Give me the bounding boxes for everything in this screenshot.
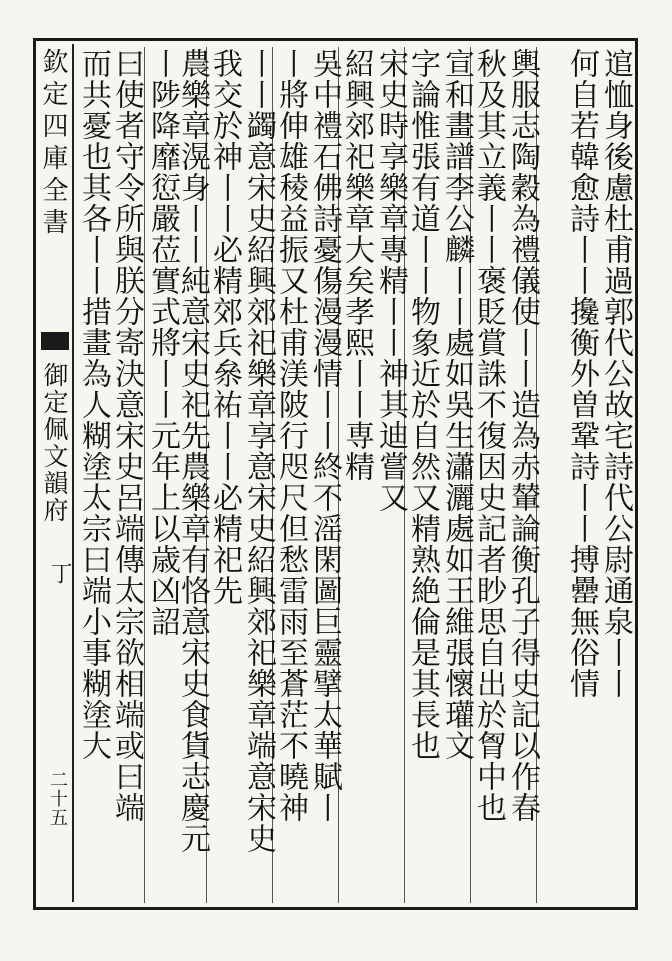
book-title: 欽定四庫全書 [38, 48, 68, 240]
text-column: 農樂章滉身丨丨純意宋史祀先農樂章有恪意宋史食貨志慶元 [175, 48, 210, 854]
text-column: 字論惟張有道丨丨物象近於自然又精熟絶倫是其長也 [405, 48, 440, 761]
text-column: 丨陟降靡愆嚴莅實式將丨丨元年上以歳凶詔 [145, 48, 180, 637]
fish-tail-mark [41, 332, 69, 350]
page-number: 二十五 [47, 770, 68, 827]
text-column: 吳中禮石佛詩憂傷漫漫情丨丨終不滛閑圖巨靈擘太華賦丨 [307, 48, 342, 823]
text-column: 何自若韓愈詩丨丨攙衡外曽鞏詩丨丨搏罍無俗情 [564, 48, 599, 699]
text-column: 紹興郊祀樂章大矣孝熙丨丨専精 [339, 48, 374, 482]
text-column: 宣和畫譜李公麟丨丨處如吳生瀟灑處如王維張懷瓘文 [439, 48, 474, 761]
text-column: 丨將伸雄稜益振又杜甫渼陂行咫尺但愁雷雨至蒼茫不曉神 [273, 48, 308, 823]
text-column: 丨丨蠲意宋史紹興郊祀樂章享意宋史紹興郊祀樂章端意宋史 [241, 48, 276, 854]
text-column: 輿服志陶穀為禮儀使丨丨造為赤輦論衡孔子得史記以作春 [505, 48, 540, 823]
text-column: 秋及其立義丨丨褒貶賞誅不復因史記者眇思自出於胷中也 [471, 48, 506, 823]
text-column: 逭恤身後慮杜甫過郭代公故宅詩代公尉通泉丨丨 [598, 48, 633, 699]
text-column: 而共憂也其各丨丨措畫為人糊塗太宗曰端小事糊塗大 [76, 48, 111, 761]
text-column: 宋史時享樂章專精丨丨神其迪嘗又 [373, 48, 408, 513]
text-column: 我交於神丨丨必精郊兵㕘祐丨丨必精祀先 [207, 48, 242, 606]
leaf-mark: 丁 [47, 562, 72, 584]
page-margin [38, 44, 74, 902]
text-column: 曰使者守令所與朕分寄決意宋史呂端傳太宗欲相端或曰端 [109, 48, 144, 823]
work-title: 御定佩文韻府 [40, 362, 69, 524]
